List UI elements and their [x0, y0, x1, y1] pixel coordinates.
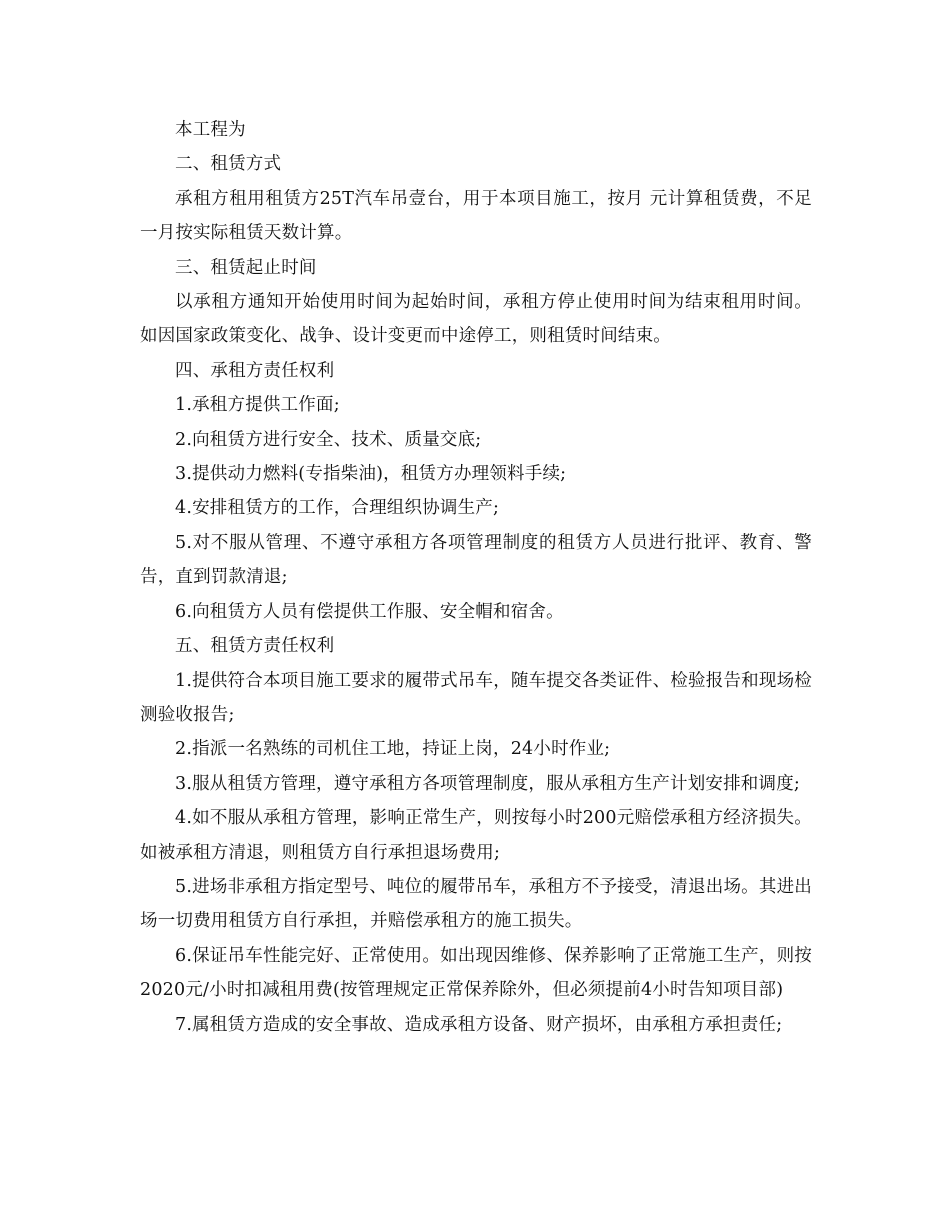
list-item: 3.服从租赁方管理，遵守承租方各项管理制度，服从承租方生产计划安排和调度;	[175, 773, 800, 794]
list-item: 2.指派一名熟练的司机住工地，持证上岗，24小时作业;	[175, 739, 611, 760]
list-item: 5.对不服从管理、不遵守承租方各项管理制度的租赁方人员进行批评、教育、警告，直到罚款清退;	[140, 532, 812, 588]
section-heading: 三、租赁起止时间	[175, 257, 317, 278]
section-heading: 四、承租方责任权利	[175, 360, 335, 381]
list-item: 4.如不服从承租方管理，影响正常生产，则按每小时200元赔偿承租方经济损失。如被承租方清退，则租赁方自行承担退场费用;	[140, 808, 812, 863]
section-heading: 二、租赁方式	[175, 154, 282, 175]
list-item: 6.向租赁方人员有偿提供工作服、安全帽和宿舍。	[175, 601, 564, 622]
list-item: 2.向租赁方进行安全、技术、质量交底;	[175, 429, 482, 450]
list-item: 7.属租赁方造成的安全事故、造成承租方设备、财产损坏，由承租方承担责任;	[175, 1014, 783, 1035]
section-heading: 五、租赁方责任权利	[175, 636, 335, 657]
list-item: 1.提供符合本项目施工要求的履带式吊车，随车提交各类证件、检验报告和现场检测验收报告;	[140, 670, 812, 725]
list-item: 1.承租方提供工作面;	[175, 395, 340, 416]
paragraph: 本工程为	[175, 120, 246, 140]
list-item: 5.进场非承租方指定型号、吨位的履带吊车，承租方不予接受，清退出场。其进出场一切费用租赁方自行承担，并赔偿承租方的施工损失。	[140, 876, 812, 932]
list-item: 4.安排租赁方的工作，合理组织协调生产;	[175, 498, 500, 519]
paragraph: 以承租方通知开始使用时间为起始时间，承租方停止使用时间为结束租用时间。如因国家政策变化、战争、设计变更而中途停工，则租赁时间结束。	[140, 292, 812, 347]
document-body	[140, 113, 812, 1042]
paragraph: 承租方租用租赁方25T汽车吊壹台，用于本项目施工，按月 元计算租赁费，不足一月按实际租赁天数计算。	[140, 188, 812, 244]
list-item: 6.保证吊车性能完好、正常使用。如出现因维修、保养影响了正常施工生产，则按2020元/小时扣减租用费(按管理规定正常保养除外，但必须提前4小时告知项目部)	[140, 945, 812, 1001]
list-item: 3.提供动力燃料(专指柴油)，租赁方办理领料手续;	[175, 464, 567, 485]
